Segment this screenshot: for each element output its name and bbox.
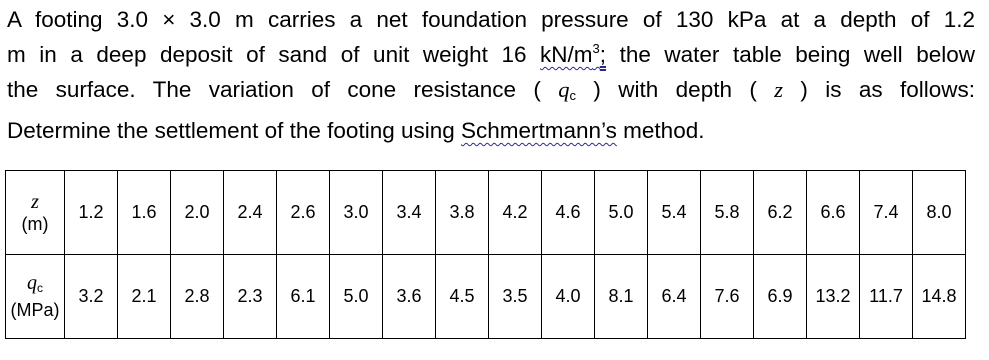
unit-exponent: 3: [592, 41, 600, 56]
cone-resistance-value-cell: 7.6: [701, 255, 754, 339]
problem-line-4-rest: method.: [616, 118, 705, 143]
cone-resistance-header-sub: c: [37, 281, 43, 295]
cone-resistance-row: [6, 255, 966, 339]
problem-line-4: [7, 113, 975, 148]
problem-line-3-rest: ) is as follows:: [782, 77, 976, 102]
depth-value-cell: 3.0: [330, 171, 383, 255]
depth-header: [6, 171, 65, 255]
cone-resistance-value-cell: 13.2: [807, 255, 860, 339]
depth-header-symbol: z: [31, 190, 39, 213]
cone-resistance-value-cell: 2.1: [118, 255, 171, 339]
depth-value-cell: 4.2: [489, 171, 542, 255]
depth-symbol: z: [774, 77, 783, 102]
cone-resistance-value-cell: 6.4: [648, 255, 701, 339]
cone-resistance-q: q: [558, 77, 570, 102]
depth-value-cell: 2.4: [224, 171, 277, 255]
cone-resistance-header-q: q: [27, 272, 37, 294]
cone-resistance-value-cell: 4.5: [436, 255, 489, 339]
problem-statement: [7, 2, 975, 148]
depth-value-cell: 1.6: [118, 171, 171, 255]
problem-line-2-text: m in a deep deposit of sand of unit weight 16: [7, 42, 541, 67]
cone-resistance-value-cell: 5.0: [330, 255, 383, 339]
cone-resistance-value-cell: 3.6: [383, 255, 436, 339]
cone-resistance-value-cell: 6.1: [277, 255, 330, 339]
cone-resistance-value-cell: 14.8: [913, 255, 966, 339]
cone-resistance-value-cell: 11.7: [860, 255, 913, 339]
cone-resistance-value-cell: 2.3: [224, 255, 277, 339]
cone-resistance-symbol: [558, 77, 576, 102]
problem-line-3-mid: ) with depth (: [576, 77, 775, 102]
cone-resistance-value-cell: 3.2: [65, 255, 118, 339]
method-name: Schmertmann’s: [461, 118, 617, 143]
depth-value-cell: 4.6: [542, 171, 595, 255]
cone-resistance-value-cell: 6.9: [754, 255, 807, 339]
problem-line-4-text: Determine the settlement of the footing using: [7, 118, 462, 143]
cone-resistance-value-cell: 3.5: [489, 255, 542, 339]
depth-value-cell: 3.4: [383, 171, 436, 255]
problem-line-1: A footing 3.0 × 3.0 m carries a net foundation pressure of 130 kPa at a depth of 1.2: [7, 7, 975, 32]
depth-value-cell: 5.4: [648, 171, 701, 255]
unit-weight-unit: [540, 42, 600, 67]
depth-value-cell: 3.8: [436, 171, 489, 255]
depth-value-cell: 8.0: [913, 171, 966, 255]
depth-value-cell: 7.4: [860, 171, 913, 255]
depth-value-cell: 1.2: [65, 171, 118, 255]
cone-resistance-value-cell: 2.8: [171, 255, 224, 339]
problem-line-3: [7, 72, 975, 113]
cone-resistance-sub: c: [569, 88, 577, 103]
semicolon: ;: [599, 42, 607, 67]
depth-header-unit: (m): [21, 213, 49, 234]
cone-resistance-value-cell: 4.0: [542, 255, 595, 339]
problem-line-2-rest: the water table being well below: [606, 42, 975, 67]
depth-row: [6, 171, 966, 255]
depth-value-cell: 2.0: [171, 171, 224, 255]
depth-value-cell: 5.8: [701, 171, 754, 255]
depth-value-cell: 6.2: [754, 171, 807, 255]
depth-value-cell: 5.0: [595, 171, 648, 255]
depth-value-cell: 6.6: [807, 171, 860, 255]
unit-weight-unit-text: kN/m: [540, 42, 593, 67]
cone-resistance-header: [6, 255, 65, 339]
problem-line-2: [7, 37, 975, 72]
cone-resistance-value-cell: 8.1: [595, 255, 648, 339]
cone-resistance-header-symbol: [27, 272, 43, 294]
cone-resistance-table: [5, 170, 966, 339]
cone-resistance-header-unit: (MPa): [10, 300, 60, 320]
depth-value-cell: 2.6: [277, 171, 330, 255]
problem-line-3-text: the surface. The variation of cone resistance (: [7, 77, 559, 102]
